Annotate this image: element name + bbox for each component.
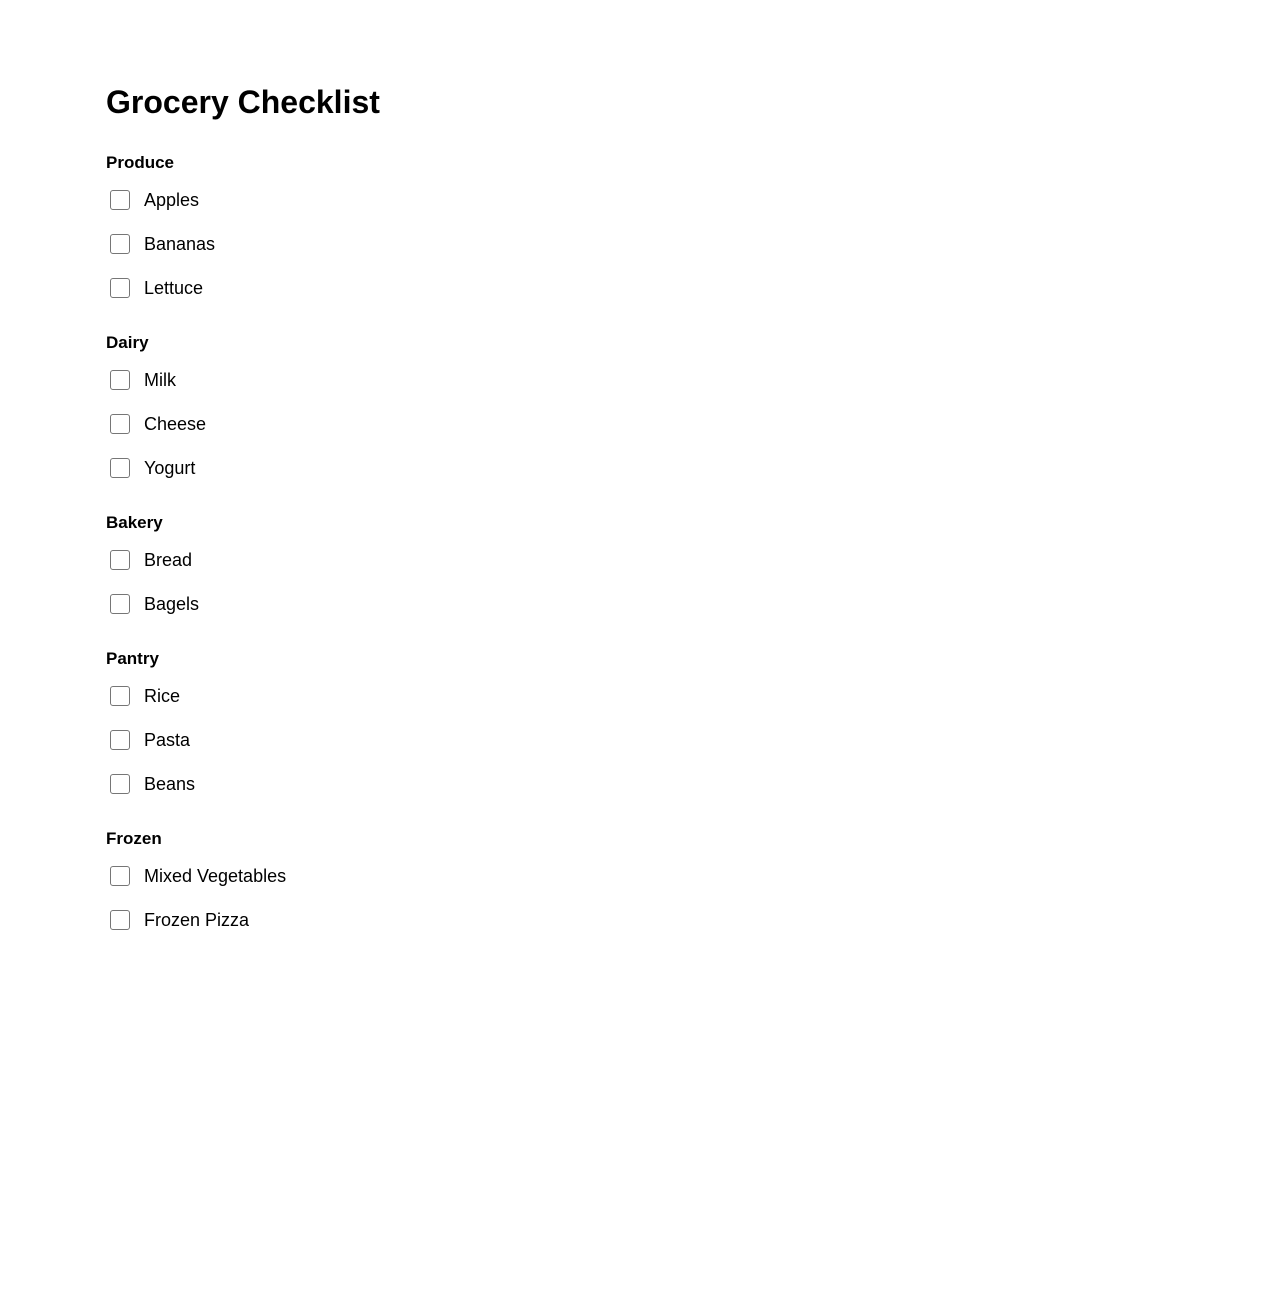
checklist-item[interactable] — [106, 446, 380, 490]
item-label: Milk — [144, 369, 176, 390]
section-frozen — [106, 829, 380, 942]
item-label: Lettuce — [144, 277, 204, 298]
checkbox[interactable] — [110, 550, 130, 570]
checkbox[interactable] — [110, 594, 130, 614]
section-bakery — [106, 513, 380, 626]
section-pantry — [106, 649, 380, 806]
checklist-item[interactable] — [106, 266, 380, 310]
checkbox[interactable] — [110, 774, 130, 794]
checkbox[interactable] — [110, 278, 130, 298]
checkbox[interactable] — [110, 458, 130, 478]
item-label: Rice — [144, 685, 181, 706]
checklist-item[interactable] — [106, 358, 380, 402]
item-label: Pasta — [144, 729, 191, 750]
item-label: Bagels — [144, 593, 200, 614]
section-heading: Bakery — [106, 513, 163, 532]
item-label: Yogurt — [144, 457, 196, 478]
item-label: Beans — [144, 773, 196, 794]
checkbox[interactable] — [110, 190, 130, 210]
checklist-item[interactable] — [106, 674, 380, 718]
checklist-page — [106, 84, 380, 942]
checkbox[interactable] — [110, 234, 130, 254]
checkbox[interactable] — [110, 730, 130, 750]
checkbox[interactable] — [110, 686, 130, 706]
checklist-item[interactable] — [106, 854, 380, 898]
checklist-item[interactable] — [106, 582, 380, 626]
section-heading: Pantry — [106, 649, 159, 668]
checklist-item[interactable] — [106, 222, 380, 266]
checklist-item[interactable] — [106, 898, 380, 942]
checkbox[interactable] — [110, 910, 130, 930]
item-label: Cheese — [144, 413, 207, 434]
checkbox[interactable] — [110, 866, 130, 886]
section-heading: Produce — [106, 153, 175, 172]
checkbox[interactable] — [110, 414, 130, 434]
item-label: Bananas — [144, 233, 216, 254]
section-heading: Frozen — [106, 829, 162, 848]
checklist-item[interactable] — [106, 402, 380, 446]
checklist-item[interactable] — [106, 178, 380, 222]
page-title: Grocery Checklist — [106, 84, 380, 120]
section-heading: Dairy — [106, 333, 149, 352]
checklist-item[interactable] — [106, 718, 380, 762]
section-dairy — [106, 333, 380, 490]
section-produce — [106, 153, 380, 310]
item-label: Bread — [144, 549, 193, 570]
item-label: Mixed Vegetables — [144, 865, 287, 886]
checklist-item[interactable] — [106, 762, 380, 806]
checkbox[interactable] — [110, 370, 130, 390]
item-label: Frozen Pizza — [144, 909, 250, 930]
checklist-item[interactable] — [106, 538, 380, 582]
item-label: Apples — [144, 189, 200, 210]
